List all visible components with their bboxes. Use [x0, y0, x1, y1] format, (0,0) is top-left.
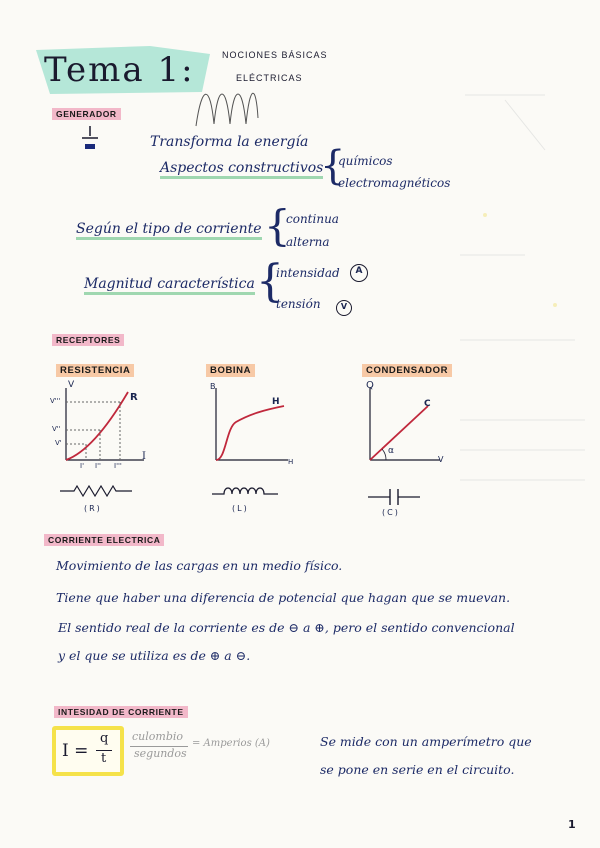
segun-item-1: continua — [286, 212, 339, 226]
res-x-tick-1: I' — [80, 462, 84, 470]
unit-num: culombio — [132, 730, 183, 743]
bleed-through-marks — [455, 40, 595, 510]
intensidad-note-1: Se mide con un amperímetro que — [320, 734, 532, 749]
condensador-graph — [360, 380, 460, 470]
bob-y-axis: B — [210, 382, 216, 391]
voltmeter-icon — [336, 300, 352, 316]
res-y-tick-2: V'' — [52, 425, 61, 433]
aspectos-brace: { — [320, 143, 346, 189]
voltmeter-symbol: V — [340, 302, 348, 311]
formula-lhs: I = — [62, 741, 89, 761]
res-x-tick-2: I'' — [95, 462, 101, 470]
res-y-tick-3: V''' — [50, 397, 61, 405]
header-subtitle-2: ELÉCTRICAS — [236, 73, 303, 83]
res-x-tick-3: I''' — [114, 462, 122, 470]
sine-doodle — [192, 88, 262, 128]
generador-label: GENERADOR — [52, 108, 121, 120]
generador-line1: Transforma la energía — [150, 134, 309, 150]
capacitor-caption: (C) — [382, 508, 400, 517]
cond-y-axis: Q — [366, 380, 374, 391]
corriente-line2: Tiene que haber una diferencia de potencial que hagan que se muevan. — [56, 590, 511, 605]
res-curve-label: R — [130, 392, 138, 403]
resistencia-graph — [44, 380, 164, 480]
bob-curve-label: H — [272, 397, 280, 407]
battery-icon — [80, 124, 100, 160]
unit-result: = Amperios (A) — [192, 738, 270, 749]
resistor-symbol — [60, 484, 132, 498]
inductor-caption: (L) — [232, 504, 249, 513]
res-y-axis: V — [68, 380, 75, 390]
ammeter-icon — [350, 264, 368, 282]
bleed-through — [455, 40, 595, 510]
cond-x-axis: V — [438, 455, 444, 464]
aspectos-text: Aspectos constructivos — [160, 160, 323, 179]
resistencia-label: RESISTENCIA — [56, 364, 134, 377]
res-x-axis: I — [142, 451, 146, 462]
segun-brace: { — [264, 201, 291, 250]
aspectos-item-1: químicos — [338, 154, 393, 168]
unit-den: segundos — [134, 747, 187, 760]
res-y-tick-1: V' — [55, 439, 62, 447]
formula-box — [52, 726, 124, 776]
capacitor-symbol — [368, 488, 420, 506]
intensidad-label: INTESIDAD DE CORRIENTE — [54, 706, 188, 718]
magnitud-text: Magnitud característica — [84, 276, 255, 295]
bob-x-axis: H — [288, 458, 294, 466]
page-number: 1 — [568, 818, 576, 831]
receptores-label: RECEPTORES — [52, 334, 124, 346]
bobina-graph — [200, 380, 300, 470]
inductor-symbol — [212, 484, 278, 498]
magnitud-item-1: intensidad — [276, 266, 340, 280]
cond-angle-label: α — [388, 446, 394, 456]
formula-den: t — [101, 751, 107, 766]
segun-item-2: alterna — [286, 235, 330, 249]
header-subtitle-1: NOCIONES BÁSICAS — [222, 50, 328, 60]
corriente-label: CORRIENTE ELECTRICA — [44, 534, 164, 546]
aspectos-item-2: electromagnéticos — [338, 176, 451, 190]
corriente-line4: y el que se utiliza es de ⊕ a ⊖. — [58, 648, 251, 663]
ammeter-symbol: A — [355, 266, 363, 276]
segun-text: Según el tipo de corriente — [76, 221, 262, 240]
corriente-line3: El sentido real de la corriente es de ⊖ a ⊕, pero el sentido convencional — [58, 620, 515, 635]
tema-title: Tema 1: — [44, 50, 195, 90]
intensidad-note-2: se pone en serie en el circuito. — [320, 762, 515, 777]
magnitud-item-2: tensión — [276, 297, 321, 311]
corriente-line1: Movimiento de las cargas en un medio físico. — [56, 558, 343, 573]
resistor-caption: (R) — [84, 504, 102, 513]
bobina-label: BOBINA — [206, 364, 255, 377]
magnitud-brace: { — [256, 256, 284, 307]
formula-num: q — [100, 731, 109, 746]
cond-curve-label: C — [424, 399, 431, 409]
condensador-label: CONDENSADOR — [362, 364, 452, 377]
